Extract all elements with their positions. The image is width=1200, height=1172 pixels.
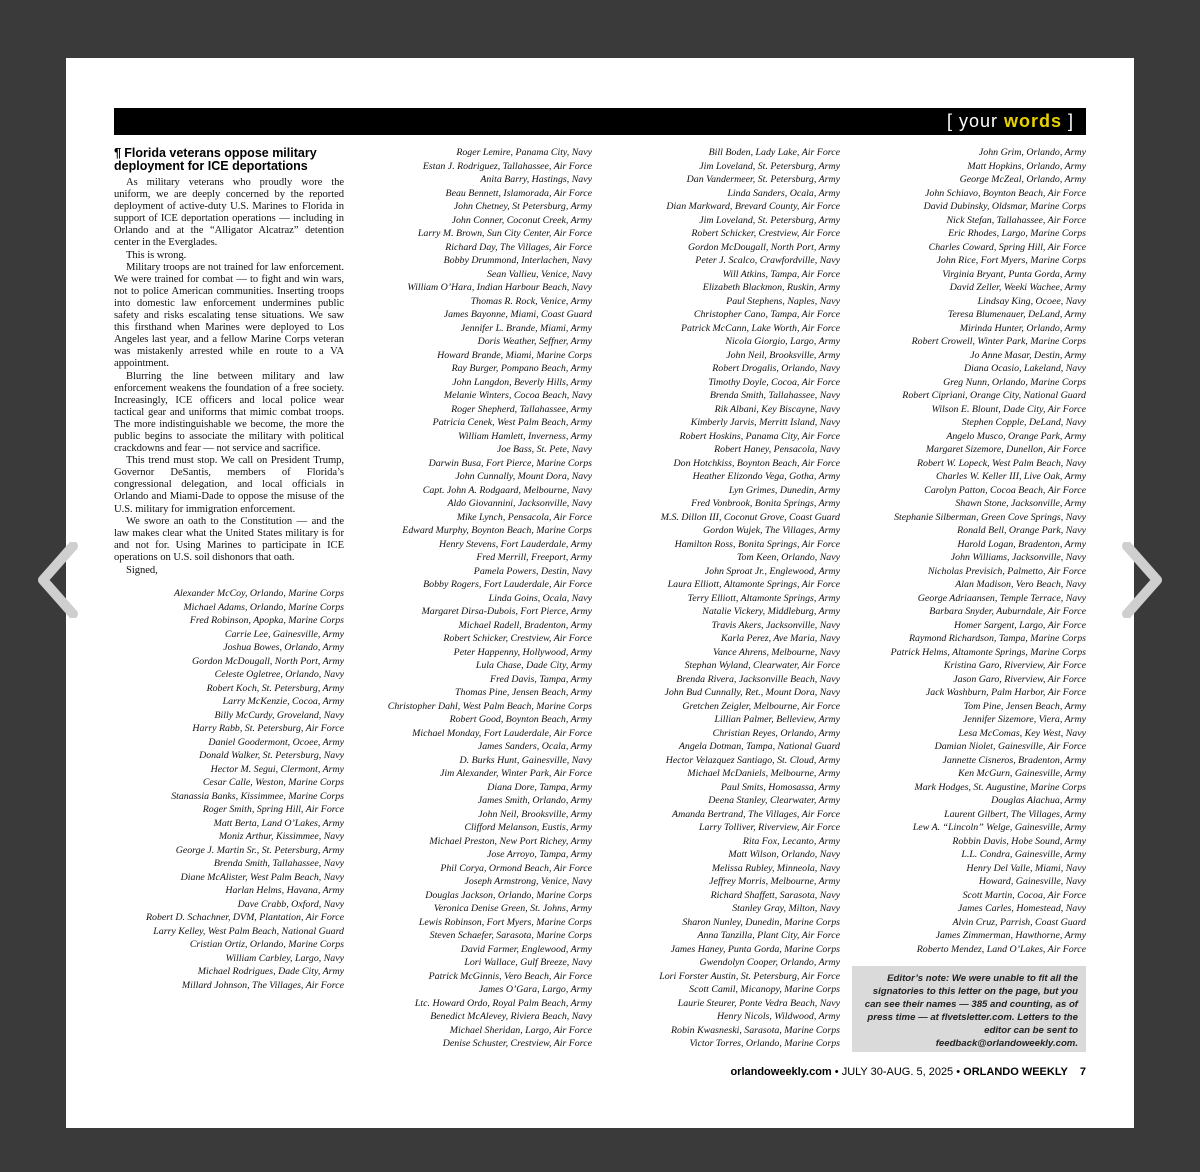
- signatory-name: Charles Coward, Spring Hill, Air Force: [928, 241, 1086, 253]
- signatory-name: Robert Schicker, Crestview, Air Force: [443, 633, 592, 644]
- signatory-name: Ray Burger, Pompano Beach, Army: [451, 363, 592, 374]
- signatory-name: David Zeller, Weeki Wachee, Army: [949, 282, 1086, 293]
- next-page-button[interactable]: [1114, 542, 1170, 618]
- signatory-name: Paul Smits, Homosassa, Army: [720, 781, 840, 793]
- editors-note: Editor’s note: We were unable to fit all the signatories to this letter on the page, but you can see their names — 385 and counting, as of press time — at flvetsletter.com. Letters to the editor can be sent to feedback@orlandoweekly.com.: [852, 966, 1086, 1052]
- signatory-name: Estan J. Rodriguez, Tallahassee, Air Force: [422, 160, 592, 172]
- signatory-name: Joseph Armstrong, Venice, Navy: [464, 876, 592, 887]
- signatory-name: Bobby Rogers, Fort Lauderdale, Air Force: [423, 579, 592, 590]
- signatory-name: Stephen Copple, DeLand, Navy: [961, 417, 1086, 428]
- signatory-name: Mirinda Hunter, Orlando, Army: [959, 322, 1086, 334]
- signatory-name: Richard Day, The Villages, Air Force: [445, 241, 592, 253]
- signatory-name: Jennifer L. Brande, Miami, Army: [460, 322, 592, 334]
- signatory-name: Margaret Dirsa-Dubois, Fort Pierce, Army: [421, 606, 592, 617]
- signatory-name: Laurent Gilbert, The Villages, Army: [944, 808, 1086, 820]
- signatory-name: Don Hotchkiss, Boynton Beach, Air Force: [673, 457, 840, 469]
- signatory-name: Jim Loveland, St. Petersburg, Army: [699, 160, 840, 172]
- signatory-name: Harlan Helms, Havana, Army: [225, 885, 344, 897]
- signatory-name: James O’Gara, Largo, Army: [478, 984, 592, 995]
- signatory-name: Pamela Powers, Destin, Navy: [473, 565, 592, 577]
- signatory-name: Scott Martin, Cocoa, Air Force: [962, 889, 1086, 901]
- signatory-name: Lori Wallace, Gulf Breeze, Navy: [464, 957, 592, 968]
- signatory-name: William Carbley, Largo, Navy: [225, 952, 344, 964]
- signatory-name: Kristina Garo, Riverview, Air Force: [943, 660, 1086, 671]
- signatory-name: Christopher Cano, Tampa, Air Force: [693, 309, 840, 320]
- signatory-name: Celeste Ogletree, Orlando, Navy: [214, 669, 344, 681]
- chevron-left-icon: [35, 542, 81, 618]
- signatory-name: Moniz Arthur, Kissimmee, Navy: [218, 831, 344, 843]
- signatory-name: John Chetney, St Petersburg, Army: [453, 201, 592, 212]
- signatory-name: Tom Keen, Orlando, Navy: [736, 552, 840, 563]
- signatory-name: Douglas Jackson, Orlando, Marine Corps: [425, 889, 592, 901]
- signatory-name: Linda Goins, Ocala, Navy: [488, 592, 592, 604]
- footer-site[interactable]: orlandoweekly.com: [730, 1066, 832, 1078]
- signatory-name: Henry Nicols, Wildwood, Army: [717, 1011, 840, 1022]
- signatory-name: Amanda Bertrand, The Villages, Air Force: [672, 808, 840, 820]
- signatory-name: Jo Anne Masar, Destin, Army: [970, 349, 1086, 361]
- signatory-name: Elizabeth Blackmon, Ruskin, Army: [702, 282, 840, 293]
- signatory-name: Michael Sheridan, Largo, Air Force: [449, 1024, 592, 1036]
- signatory-name: Robert Koch, St. Petersburg, Army: [206, 682, 344, 694]
- signatory-name: James Smith, Orlando, Army: [477, 795, 592, 806]
- signatory-name: Virginia Bryant, Punta Gorda, Army: [942, 268, 1086, 280]
- signatory-name: Edward Murphy, Boynton Beach, Marine Corps: [402, 525, 592, 536]
- signatory-name: Patricia Cenek, West Palm Beach, Army: [432, 417, 592, 428]
- signatory-name: James Zimmerman, Hawthorne, Army: [935, 930, 1086, 941]
- signatory-name: Charles W. Keller III, Live Oak, Army: [935, 471, 1086, 482]
- signatory-name: Margaret Sizemore, Dunellon, Air Force: [925, 444, 1086, 455]
- signatory-name: Henry Stevens, Fort Lauderdale, Army: [438, 538, 592, 550]
- signatory-list: [366, 146, 592, 1051]
- magazine-page: [66, 58, 1134, 1128]
- signatory-name: Thomas Pine, Jensen Beach, Army: [455, 687, 592, 698]
- signatory-name: David Farmer, Englewood, Army: [460, 943, 592, 955]
- signatory-name: Christopher Dahl, West Palm Beach, Marine Corps: [387, 700, 592, 712]
- signatory-name: D. Burks Hunt, Gainesville, Navy: [459, 754, 592, 766]
- section-banner: [114, 108, 1086, 135]
- signatory-name: Lillian Palmer, Belleview, Army: [714, 714, 840, 725]
- signatory-name: John Neil, Brooksville, Army: [478, 808, 592, 820]
- signatory-name: Fred Merrill, Freeport, Army: [476, 552, 592, 563]
- signatory-name: Howard, Gainesville, Navy: [978, 876, 1086, 887]
- signatory-name: Robert Crowell, Winter Park, Marine Corps: [911, 336, 1086, 347]
- signatory-name: Donald Walker, St. Petersburg, Navy: [199, 750, 344, 762]
- letter-paragraph: Military troops are not trained for law enforcement. We were trained for combat — to fight and win wars, not to police American communities. Inserting troops into domestic law enforcement undermines public safety and risks escalating tense situations. We saw this firsthand when Marines were deployed to Los Angeles last year, and a fellow Marine Corps veteran was mistakenly arrested while en route to a VA appointment.: [114, 261, 344, 370]
- signatory-name: Victor Torres, Orlando, Marine Corps: [689, 1038, 840, 1049]
- signatory-name: Doris Weather, Seffner, Army: [477, 336, 592, 347]
- pilcrow-mark: ¶: [114, 145, 122, 160]
- signatory-name: Bobby Drummond, Interlachen, Navy: [443, 255, 592, 266]
- signatory-name: Greg Nunn, Orlando, Marine Corps: [943, 376, 1086, 388]
- signatory-name: Peter Happenny, Hollywood, Army: [453, 646, 592, 658]
- letter-paragraph: As military veterans who proudly wore the uniform, we are deeply concerned by the reported deployment of active-duty U.S. Marines to Florida in support of ICE deportation operations — including in Orlando and at the “Alligator Alcatraz” detention center in the Everglades.: [114, 177, 344, 249]
- signatory-name: Linda Sanders, Ocala, Army: [727, 187, 840, 199]
- signatory-name: Gordon McDougall, North Port, Army: [192, 655, 344, 667]
- column-3: [614, 146, 840, 1051]
- signatory-name: Bill Boden, Lady Lake, Air Force: [708, 147, 840, 158]
- signatory-name: Alvin Cruz, Parrish, Coast Guard: [952, 916, 1086, 928]
- signatory-name: Nicola Giorgio, Largo, Army: [725, 336, 840, 347]
- signatory-name: Brenda Smith, Tallahassee, Navy: [709, 390, 840, 401]
- signatory-name: Michael Rodrigues, Dade City, Army: [197, 966, 344, 978]
- signatory-name: Timothy Doyle, Cocoa, Air Force: [708, 376, 840, 388]
- signatory-name: Peter J. Scalco, Crawfordville, Navy: [695, 255, 840, 266]
- signatory-name: James Bayonne, Miami, Coast Guard: [443, 309, 592, 320]
- signatory-name: James Carles, Homestead, Navy: [957, 903, 1086, 914]
- column-1: [114, 146, 344, 992]
- signatory-name: Lyn Grimes, Dunedin, Army: [728, 484, 840, 496]
- signatory-name: Robert Good, Boynton Beach, Army: [449, 714, 592, 725]
- footer-brand: ORLANDO WEEKLY: [963, 1066, 1068, 1078]
- signatory-name: Angelo Musco, Orange Park, Army: [946, 430, 1086, 442]
- signatory-name: Stanley Gray, Milton, Navy: [732, 903, 840, 914]
- signatory-name: Phil Corya, Ormond Beach, Air Force: [440, 862, 592, 874]
- signatory-name: George J. Martin Sr., St. Petersburg, Army: [175, 844, 344, 856]
- signatory-list: [614, 146, 840, 1051]
- signatory-name: Rik Albani, Key Biscayne, Navy: [714, 403, 840, 415]
- signatory-name: Roger Smith, Spring Hill, Air Force: [202, 804, 344, 816]
- signatory-name: Eric Rhodes, Largo, Marine Corps: [948, 228, 1086, 239]
- signatory-name: Hamilton Ross, Bonita Springs, Air Force: [674, 538, 840, 550]
- signatory-name: Lew A. “Lincoln” Welge, Gainesville, Army: [912, 822, 1086, 833]
- signatory-name: Lori Forster Austin, St. Petersburg, Air Force: [659, 970, 840, 982]
- signatory-name: Will Atkins, Tampa, Air Force: [722, 268, 840, 280]
- signatory-name: Fred Davis, Tampa, Army: [490, 673, 592, 685]
- signatory-name: Nicholas Previsich, Palmetto, Air Force: [927, 565, 1086, 577]
- signatory-name: Lindsay King, Ocoee, Navy: [977, 295, 1086, 307]
- signatory-name: Douglas Alachua, Army: [991, 795, 1086, 806]
- signatory-name: William Hamlett, Inverness, Army: [458, 430, 592, 442]
- signed-label: Signed,: [126, 565, 158, 576]
- signatory-name: Matt Berta, Land O’Lakes, Army: [213, 817, 344, 829]
- signatory-name: Laurie Steurer, Ponte Vedra Beach, Navy: [677, 997, 840, 1009]
- signatory-name: Aldo Giovannini, Jacksonville, Navy: [447, 498, 592, 509]
- signatory-name: L.L. Condra, Gainesville, Army: [961, 849, 1086, 860]
- signatory-name: George McZeal, Orlando, Army: [959, 174, 1086, 185]
- signatory-list: [864, 146, 1086, 956]
- signatory-name: John Rice, Fort Myers, Marine Corps: [936, 255, 1086, 266]
- signatory-list: [114, 587, 344, 992]
- signatory-name: John Sproat Jr., Englewood, Army: [704, 565, 840, 577]
- letter-paragraph: We swore an oath to the Constitution — and the law makes clear what the United States military is for and not for. Using Marines to participate in ICE operations on U.S. soil dishonors that oath.: [114, 515, 344, 563]
- signatory-name: Robert W. Lopeck, West Palm Beach, Navy: [916, 457, 1086, 469]
- signatory-name: Diane McAlister, West Palm Beach, Navy: [180, 871, 344, 883]
- signatory-name: John Williams, Jacksonville, Navy: [950, 552, 1086, 563]
- signatory-name: Robert Drogalis, Orlando, Navy: [712, 363, 840, 374]
- signatory-name: Laura Elliott, Altamonte Springs, Air Force: [667, 579, 840, 590]
- signatory-name: Barbara Snyder, Auburndale, Air Force: [929, 606, 1086, 617]
- signatory-name: Raymond Richardson, Tampa, Marine Corps: [908, 633, 1086, 644]
- signatory-name: Hector M. Segui, Clermont, Army: [210, 763, 344, 775]
- letter-paragraph: Blurring the line between military and law enforcement weakens the foundation of a free society. Increasingly, ICE officers and local police wear tactical gear and uniforms that mimic combat troops. The more indistinguishable we become, the more the public begins to associate the military with political crackdowns and fear — not service and sacrifice.: [114, 370, 344, 455]
- letter-paragraph: This is wrong.: [126, 249, 187, 261]
- signatory-name: Dave Crabb, Oxford, Navy: [237, 898, 344, 910]
- signatory-name: John Neil, Brooksville, Army: [726, 349, 840, 361]
- signatory-name: Larry Kelley, West Palm Beach, National Guard: [153, 925, 344, 937]
- signatory-name: Alan Madison, Vero Beach, Navy: [955, 579, 1086, 590]
- signatory-name: Larry Tolliver, Riverview, Air Force: [699, 822, 840, 833]
- signatory-name: Robert Schicker, Crestview, Air Force: [691, 228, 840, 239]
- signatory-name: Gretchen Zeigler, Melbourne, Air Force: [682, 700, 840, 712]
- signatory-name: Stephan Wyland, Clearwater, Air Force: [684, 660, 840, 671]
- signatory-name: Robert Hoskins, Panama City, Air Force: [679, 430, 840, 442]
- letter-body: [114, 177, 344, 577]
- banner-suffix: ]: [1061, 111, 1074, 131]
- signatory-name: Scott Camil, Micanopy, Marine Corps: [689, 984, 840, 995]
- signatory-name: Dian Markward, Brevard County, Air Force: [666, 201, 840, 212]
- signatory-name: Roberto Mendez, Land O’Lakes, Air Force: [916, 943, 1086, 955]
- signatory-name: David Dubinsky, Oldsmar, Marine Corps: [923, 201, 1086, 212]
- signatory-name: Robin Kwasneski, Sarasota, Marine Corps: [671, 1024, 840, 1036]
- signatory-name: Jannette Cisneros, Bradenton, Army: [942, 754, 1086, 766]
- signatory-name: John Conner, Coconut Creek, Army: [451, 214, 592, 226]
- signatory-name: Mark Hodges, St. Augustine, Marine Corps: [914, 781, 1086, 793]
- signatory-name: Jim Alexander, Winter Park, Air Force: [439, 768, 592, 779]
- signatory-name: Karla Perez, Ave Maria, Navy: [720, 633, 840, 644]
- footer-separator: •: [831, 1066, 842, 1078]
- signatory-name: Heather Elizondo Vega, Gotha, Army: [692, 471, 840, 482]
- signatory-name: Cristian Ortiz, Orlando, Marine Corps: [189, 939, 344, 951]
- signatory-name: Melissa Rubley, Minneola, Navy: [711, 862, 840, 874]
- signatory-name: Diana Dore, Tampa, Army: [487, 781, 592, 793]
- signatory-name: Carolyn Patton, Cocoa Beach, Air Force: [924, 484, 1086, 496]
- signatory-name: Hector Velazquez Santiago, St. Cloud, Army: [665, 754, 840, 766]
- signatory-name: John Langdon, Beverly Hills, Army: [452, 376, 592, 388]
- signatory-name: Christian Reyes, Orlando, Army: [712, 727, 840, 739]
- signatory-name: Anita Barry, Hastings, Navy: [480, 174, 592, 185]
- signatory-name: Angela Dotman, Tampa, National Guard: [678, 741, 840, 752]
- signatory-name: Homer Sargent, Largo, Air Force: [953, 619, 1086, 631]
- signatory-name: Jose Arroyo, Tampa, Army: [486, 849, 592, 860]
- signatory-name: Richard Shaffett, Sarasota, Navy: [710, 889, 840, 901]
- signatory-name: Harold Logan, Bradenton, Army: [957, 538, 1086, 550]
- signatory-name: Billy McCurdy, Groveland, Navy: [214, 709, 344, 721]
- signatory-name: Thomas R. Rock, Venice, Army: [470, 295, 592, 307]
- signatory-name: Dan Vandermeer, St. Petersburg, Army: [686, 174, 840, 185]
- signatory-name: Gwendolyn Cooper, Orlando, Army: [699, 957, 840, 968]
- column-2: [366, 146, 592, 1051]
- signatory-name: Darwin Busa, Fort Pierce, Marine Corps: [428, 457, 592, 469]
- signatory-name: Ken McGurn, Gainesville, Army: [958, 768, 1086, 779]
- page-footer: [730, 1066, 1086, 1078]
- signatory-name: Michael Adams, Orlando, Marine Corps: [183, 601, 344, 613]
- signatory-name: Fred Robinson, Apopka, Marine Corps: [189, 615, 344, 627]
- signatory-name: Benedict McAlevey, Riviera Beach, Navy: [430, 1011, 592, 1022]
- signatory-name: Ronald Bell, Orange Park, Navy: [957, 525, 1086, 536]
- signatory-name: Damian Niolet, Gainesville, Air Force: [934, 741, 1086, 752]
- signatory-name: Denise Schuster, Crestview, Air Force: [442, 1038, 592, 1049]
- signatory-name: Joe Bass, St. Pete, Navy: [496, 444, 592, 455]
- letter-paragraph: This trend must stop. We call on President Trump, Governor DeSantis, members of Florida’s congressional delegation, and local officials in Orlando and Miami-Dade to oppose the misuse of the U.S. military for immigration enforcement.: [114, 455, 344, 515]
- chevron-right-icon: [1119, 542, 1165, 618]
- signatory-name: Matt Hopkins, Orlando, Army: [967, 160, 1086, 172]
- signatory-name: Patrick McCann, Lake Worth, Air Force: [681, 322, 840, 334]
- signatory-name: Tom Pine, Jensen Beach, Army: [963, 700, 1086, 712]
- signatory-name: Capt. John A. Rodgaard, Melbourne, Navy: [422, 484, 592, 496]
- column-4: [864, 146, 1086, 956]
- signatory-name: Brenda Rivera, Jacksonville Beach, Navy: [676, 673, 840, 685]
- signatory-name: Robert D. Schachner, DVM, Plantation, Air Force: [145, 912, 344, 924]
- signatory-name: Veronica Denise Green, St. Johns, Army: [433, 903, 592, 914]
- signatory-name: Beau Bennett, Islamorada, Air Force: [445, 187, 592, 199]
- signatory-name: Michael Preston, New Port Richey, Army: [429, 835, 592, 847]
- signatory-name: Travis Akers, Jacksonville, Navy: [711, 619, 840, 631]
- signatory-name: Jason Garo, Riverview, Air Force: [953, 673, 1086, 685]
- signatory-name: Steven Schaefer, Sarasota, Marine Corps: [429, 930, 592, 941]
- signatory-name: Joshua Bowes, Orlando, Army: [223, 642, 344, 654]
- signatory-name: Lula Chase, Dade City, Army: [475, 660, 592, 671]
- article-headline: [114, 146, 344, 173]
- signatory-name: Patrick Helms, Altamonte Springs, Marine Corps: [890, 646, 1086, 658]
- signatory-name: Larry M. Brown, Sun City Center, Air Force: [417, 228, 592, 239]
- signatory-name: John Cunnally, Mount Dora, Navy: [455, 471, 592, 482]
- signatory-name: Harry Rabb, St. Petersburg, Air Force: [192, 723, 344, 735]
- signatory-name: Gordon McDougall, North Port, Army: [688, 241, 840, 253]
- signatory-name: John Bud Cunnally, Ret., Mount Dora, Navy: [664, 687, 840, 698]
- signatory-name: Terry Elliott, Altamonte Springs, Army: [687, 592, 840, 604]
- signatory-name: Paul Stephens, Naples, Navy: [726, 295, 840, 307]
- signatory-name: Stanassia Banks, Kissimmee, Marine Corps: [171, 790, 344, 802]
- signatory-name: Jennifer Sizemore, Viera, Army: [963, 714, 1086, 725]
- signatory-name: Lesa McComas, Key West, Navy: [958, 727, 1086, 739]
- signatory-name: Henry Del Valle, Miami, Navy: [966, 862, 1086, 874]
- signatory-name: Fred Vonbrook, Bonita Springs, Army: [691, 498, 840, 509]
- signatory-name: John Grim, Orlando, Army: [978, 147, 1086, 158]
- signatory-name: Natalie Vickery, Middleburg, Army: [702, 606, 840, 617]
- signatory-name: Cesar Calle, Weston, Marine Corps: [202, 777, 344, 789]
- signatory-name: Millard Johnson, The Villages, Air Force: [181, 979, 344, 991]
- footer-date: JULY 30-AUG. 5, 2025: [841, 1066, 954, 1078]
- signatory-name: Michael McDaniels, Melbourne, Army: [687, 768, 840, 779]
- signatory-name: Deena Stanley, Clearwater, Army: [708, 795, 840, 806]
- signatory-name: Roger Shepherd, Tallahassee, Army: [451, 403, 592, 415]
- signatory-name: Gordon Wujek, The Villages, Army: [703, 525, 840, 536]
- signatory-name: Robert Cipriani, Orange City, National Guard: [902, 390, 1086, 401]
- signatory-name: Sean Vallieu, Venice, Navy: [486, 268, 592, 280]
- signatory-name: William O’Hara, Indian Harbour Beach, Navy: [407, 282, 592, 293]
- signatory-name: Shawn Stone, Jacksonville, Army: [955, 498, 1086, 509]
- signatory-name: M.S. Dillon III, Coconut Grove, Coast Guard: [660, 511, 840, 523]
- signatory-name: Teresa Blumenauer, DeLand, Army: [947, 309, 1086, 320]
- signatory-name: Jim Loveland, St. Petersburg, Army: [699, 214, 840, 226]
- signatory-name: Wilson E. Blount, Dade City, Air Force: [931, 403, 1086, 415]
- signatory-name: Ltc. Howard Ordo, Royal Palm Beach, Army: [414, 997, 592, 1009]
- signatory-name: Matt Wilson, Orlando, Navy: [728, 849, 840, 860]
- signatory-name: Sharon Nunley, Dunedin, Marine Corps: [682, 916, 840, 928]
- banner-highlight: words: [1003, 111, 1062, 131]
- signatory-name: Robbin Davis, Hobe Sound, Army: [952, 835, 1086, 847]
- page-number: 7: [1079, 1066, 1086, 1078]
- signatory-name: Jack Washburn, Palm Harbor, Air Force: [925, 687, 1086, 698]
- signatory-name: John Schiavo, Boynton Beach, Air Force: [925, 187, 1086, 199]
- signatory-name: Patrick McGinnis, Vero Beach, Air Force: [428, 970, 592, 982]
- signatory-name: Roger Lemire, Panama City, Navy: [456, 147, 592, 158]
- signatory-name: Carrie Lee, Gainesville, Army: [224, 628, 344, 640]
- signatory-name: James Sanders, Ocala, Army: [477, 741, 592, 752]
- signatory-name: Larry McKenzie, Cocoa, Army: [222, 696, 344, 708]
- headline-text: Florida veterans oppose military deployment for ICE deportations: [114, 146, 317, 173]
- signatory-name: Anna Tanzilla, Plant City, Air Force: [697, 930, 840, 941]
- signatory-name: Daniel Goodermont, Ocoee, Army: [208, 736, 344, 748]
- signatory-name: Jeffrey Morris, Melbourne, Army: [709, 876, 840, 887]
- footer-separator: •: [953, 1066, 964, 1078]
- signatory-name: Mike Lynch, Pensacola, Air Force: [456, 511, 592, 523]
- signatory-name: James Haney, Punta Gorda, Marine Corps: [670, 943, 840, 955]
- signatory-name: Michael Radell, Bradenton, Army: [458, 619, 592, 631]
- signatory-name: Lewis Robinson, Fort Myers, Marine Corps: [418, 916, 592, 928]
- signatory-name: Kimberly Jarvis, Merritt Island, Navy: [690, 417, 840, 428]
- banner-prefix: [ your: [946, 111, 1004, 131]
- signatory-name: Diana Ocasio, Lakeland, Navy: [963, 363, 1086, 374]
- signatory-name: Stephanie Silberman, Green Cove Springs, Navy: [894, 511, 1086, 523]
- signatory-name: Melanie Winters, Cocoa Beach, Navy: [443, 390, 592, 401]
- signatory-name: Michael Monday, Fort Lauderdale, Air Force: [412, 727, 592, 739]
- signatory-name: Alexander McCoy, Orlando, Marine Corps: [173, 588, 344, 600]
- signatory-name: Nick Stefan, Tallahassee, Air Force: [946, 214, 1086, 226]
- previous-page-button[interactable]: [30, 542, 86, 618]
- signatory-name: Vance Ahrens, Melbourne, Navy: [713, 646, 840, 658]
- signatory-name: Howard Brande, Miami, Marine Corps: [437, 349, 592, 361]
- signatory-name: Robert Haney, Pensacola, Navy: [714, 444, 840, 455]
- signatory-name: Brenda Smith, Tallahassee, Navy: [213, 858, 344, 870]
- signatory-name: Rita Fox, Lecanto, Army: [742, 835, 840, 847]
- signatory-name: George Adriaansen, Temple Terrace, Navy: [917, 592, 1086, 604]
- signatory-name: Clifford Melanson, Eustis, Army: [464, 822, 592, 833]
